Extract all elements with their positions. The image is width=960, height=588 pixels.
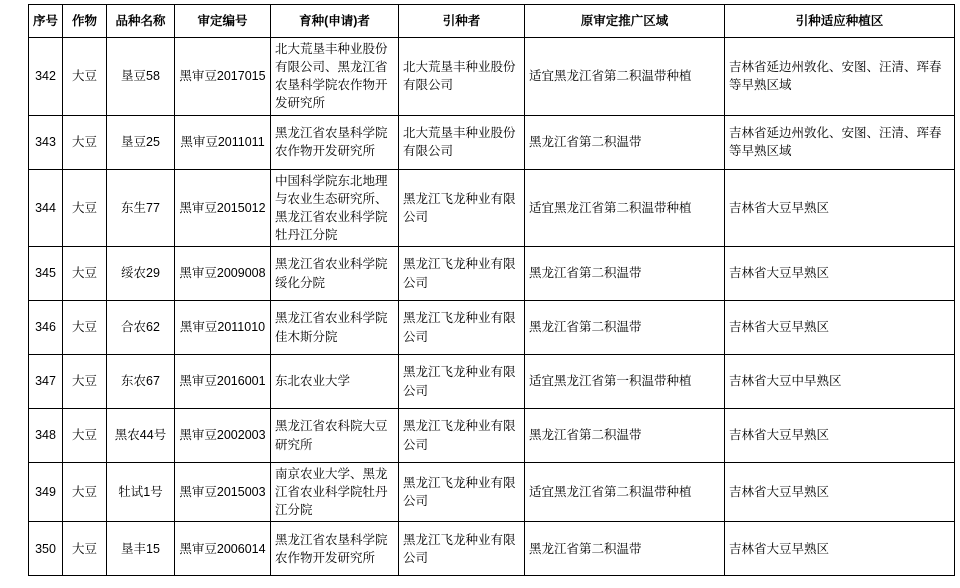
cell-variety-name: 绥农29 bbox=[107, 247, 175, 301]
table-row bbox=[29, 38, 955, 116]
table-row bbox=[29, 301, 955, 355]
table-row bbox=[29, 247, 955, 301]
cell-original-region: 适宜黑龙江省第一积温带种植 bbox=[525, 355, 725, 409]
table-body bbox=[29, 38, 955, 576]
cell-crop: 大豆 bbox=[63, 115, 107, 169]
cell-breeder: 黑龙江省农业科学院绥化分院 bbox=[271, 247, 399, 301]
cell-index: 342 bbox=[29, 38, 63, 116]
cell-variety-name: 牡试1号 bbox=[107, 463, 175, 522]
cell-index: 343 bbox=[29, 115, 63, 169]
cell-introducer: 黑龙江飞龙种业有限公司 bbox=[399, 409, 525, 463]
cell-index: 344 bbox=[29, 169, 63, 247]
table-row bbox=[29, 355, 955, 409]
cell-variety-name: 垦豆58 bbox=[107, 38, 175, 116]
cell-introduced-region: 吉林省大豆早熟区 bbox=[725, 301, 955, 355]
cell-original-region: 黑龙江省第二积温带 bbox=[525, 409, 725, 463]
cell-approval-code: 黑审豆2009008 bbox=[175, 247, 271, 301]
table-row bbox=[29, 115, 955, 169]
cell-breeder: 黑龙江省农科院大豆研究所 bbox=[271, 409, 399, 463]
cell-variety-name: 垦丰15 bbox=[107, 522, 175, 576]
cell-index: 345 bbox=[29, 247, 63, 301]
cell-variety-name: 合农62 bbox=[107, 301, 175, 355]
table-header-row bbox=[29, 5, 955, 38]
cell-introducer: 黑龙江飞龙种业有限公司 bbox=[399, 301, 525, 355]
cell-original-region: 黑龙江省第二积温带 bbox=[525, 115, 725, 169]
cell-variety-name: 东生77 bbox=[107, 169, 175, 247]
column-header-breeder: 育种(申请)者 bbox=[271, 5, 399, 38]
cell-index: 347 bbox=[29, 355, 63, 409]
cell-introducer: 北大荒垦丰种业股份有限公司 bbox=[399, 115, 525, 169]
cell-index: 346 bbox=[29, 301, 63, 355]
table-row bbox=[29, 463, 955, 522]
cell-original-region: 黑龙江省第二积温带 bbox=[525, 301, 725, 355]
cell-approval-code: 黑审豆2006014 bbox=[175, 522, 271, 576]
cell-introduced-region: 吉林省大豆早熟区 bbox=[725, 463, 955, 522]
cell-introduced-region: 吉林省延边州敦化、安图、汪清、珲春等早熟区域 bbox=[725, 38, 955, 116]
cell-introduced-region: 吉林省大豆中早熟区 bbox=[725, 355, 955, 409]
cell-original-region: 黑龙江省第二积温带 bbox=[525, 522, 725, 576]
cell-breeder: 北大荒垦丰种业股份有限公司、黑龙江省农垦科学院农作物开发研究所 bbox=[271, 38, 399, 116]
cell-index: 350 bbox=[29, 522, 63, 576]
cell-approval-code: 黑审豆2002003 bbox=[175, 409, 271, 463]
table-row bbox=[29, 522, 955, 576]
cell-approval-code: 黑审豆2011011 bbox=[175, 115, 271, 169]
cell-crop: 大豆 bbox=[63, 38, 107, 116]
cell-breeder: 黑龙江省农垦科学院农作物开发研究所 bbox=[271, 522, 399, 576]
cell-crop: 大豆 bbox=[63, 301, 107, 355]
cell-original-region: 适宜黑龙江省第二积温带种植 bbox=[525, 169, 725, 247]
column-header-index: 序号 bbox=[29, 5, 63, 38]
cell-breeder: 南京农业大学、黑龙江省农业科学院牡丹江分院 bbox=[271, 463, 399, 522]
cell-variety-name: 东农67 bbox=[107, 355, 175, 409]
cell-approval-code: 黑审豆2017015 bbox=[175, 38, 271, 116]
cell-crop: 大豆 bbox=[63, 355, 107, 409]
cell-introduced-region: 吉林省大豆早熟区 bbox=[725, 169, 955, 247]
cell-introducer: 黑龙江飞龙种业有限公司 bbox=[399, 463, 525, 522]
cell-breeder: 黑龙江省农垦科学院农作物开发研究所 bbox=[271, 115, 399, 169]
cell-crop: 大豆 bbox=[63, 247, 107, 301]
cell-breeder: 黑龙江省农业科学院佳木斯分院 bbox=[271, 301, 399, 355]
cell-original-region: 适宜黑龙江省第二积温带种植 bbox=[525, 38, 725, 116]
cell-variety-name: 垦豆25 bbox=[107, 115, 175, 169]
cell-approval-code: 黑审豆2016001 bbox=[175, 355, 271, 409]
cell-approval-code: 黑审豆2015012 bbox=[175, 169, 271, 247]
cell-crop: 大豆 bbox=[63, 409, 107, 463]
cell-introducer: 黑龙江飞龙种业有限公司 bbox=[399, 247, 525, 301]
cell-variety-name: 黑农44号 bbox=[107, 409, 175, 463]
column-header-introducer: 引种者 bbox=[399, 5, 525, 38]
cell-introduced-region: 吉林省延边州敦化、安图、汪清、珲春等早熟区域 bbox=[725, 115, 955, 169]
cell-breeder: 中国科学院东北地理与农业生态研究所、黑龙江省农业科学院牡丹江分院 bbox=[271, 169, 399, 247]
table-row bbox=[29, 169, 955, 247]
cell-approval-code: 黑审豆2015003 bbox=[175, 463, 271, 522]
table-header bbox=[29, 5, 955, 38]
cell-original-region: 适宜黑龙江省第二积温带种植 bbox=[525, 463, 725, 522]
cell-crop: 大豆 bbox=[63, 463, 107, 522]
column-header-original-region: 原审定推广区域 bbox=[525, 5, 725, 38]
cell-introduced-region: 吉林省大豆早熟区 bbox=[725, 409, 955, 463]
cell-crop: 大豆 bbox=[63, 169, 107, 247]
cell-introducer: 北大荒垦丰种业股份有限公司 bbox=[399, 38, 525, 116]
column-header-introduced-region: 引种适应种植区 bbox=[725, 5, 955, 38]
table-row bbox=[29, 409, 955, 463]
cell-approval-code: 黑审豆2011010 bbox=[175, 301, 271, 355]
cell-index: 348 bbox=[29, 409, 63, 463]
cell-introduced-region: 吉林省大豆早熟区 bbox=[725, 247, 955, 301]
cell-introducer: 黑龙江飞龙种业有限公司 bbox=[399, 522, 525, 576]
cell-breeder: 东北农业大学 bbox=[271, 355, 399, 409]
column-header-variety-name: 品种名称 bbox=[107, 5, 175, 38]
cell-introducer: 黑龙江飞龙种业有限公司 bbox=[399, 169, 525, 247]
column-header-approval-code: 审定编号 bbox=[175, 5, 271, 38]
cell-introducer: 黑龙江飞龙种业有限公司 bbox=[399, 355, 525, 409]
cell-crop: 大豆 bbox=[63, 522, 107, 576]
column-header-crop: 作物 bbox=[63, 5, 107, 38]
cell-introduced-region: 吉林省大豆早熟区 bbox=[725, 522, 955, 576]
variety-approval-table bbox=[28, 4, 955, 576]
cell-index: 349 bbox=[29, 463, 63, 522]
cell-original-region: 黑龙江省第二积温带 bbox=[525, 247, 725, 301]
